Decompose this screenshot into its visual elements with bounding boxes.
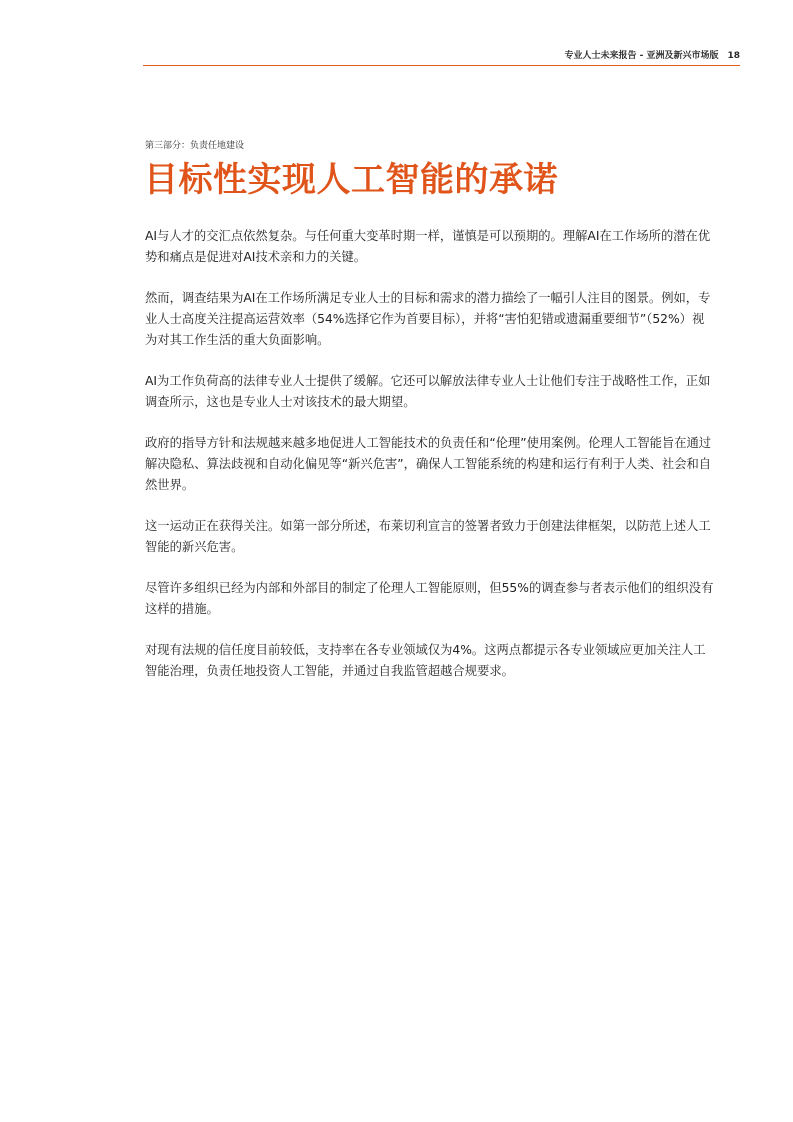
report-title: 专业人士未来报告 - 亚洲及新兴市场版: [564, 51, 719, 61]
paragraph: 然而，调查结果为AI在工作场所满足专业人士的目标和需求的潜力描绘了一幅引人注目的图景。例如，专业人士高度关注提高运营效率（54%选择它作为首要目标），并将“害怕犯错或遗漏重要细节”（52%）视为对其工作生活的重大负面影响。: [145, 291, 711, 347]
section-label: 第三部分：负责任地建设: [145, 141, 245, 151]
paragraph: 对现有法规的信任度目前较低，支持率在各专业领域仅为4%。这两点都提示各专业领域应更加关注人工智能治理，负责任地投资人工智能，并通过自我监管超越合规要求。: [145, 643, 706, 678]
header-divider: [143, 65, 740, 66]
paragraph: 政府的指导方针和法规越来越多地促进人工智能技术的负责任和“伦理”使用案例。伦理人工智能旨在通过解决隐私、算法歧视和自动化偏见等“新兴危害”，确保人工智能系统的构建和运行有利于人类、社会和自然世界。: [145, 436, 712, 492]
page-title: 目标性实现人工智能的承诺: [144, 160, 558, 200]
paragraph: AI为工作负荷高的法律专业人士提供了缓解。它还可以解放法律专业人士让他们专注于战略性工作，正如调查所示，这也是专业人士对该技术的最大期望。: [145, 374, 711, 409]
running-header: [143, 48, 740, 64]
body-text: [145, 226, 715, 702]
paragraph: AI与人才的交汇点依然复杂。与任何重大变革时期一样，谨慎是可以预期的。理解AI在工作场所的潜在优势和痛点是促进对AI技术亲和力的关键。: [145, 229, 711, 264]
page-number: 18: [727, 51, 740, 61]
paragraph: 尽管许多组织已经为内部和外部目的制定了伦理人工智能原则，但55%的调查参与者表示他们的组织没有这样的措施。: [145, 581, 714, 616]
paragraph: 这一运动正在获得关注。如第一部分所述，布莱切利宣言的签署者致力于创建法律框架，以防范上述人工智能的新兴危害。: [145, 519, 711, 554]
